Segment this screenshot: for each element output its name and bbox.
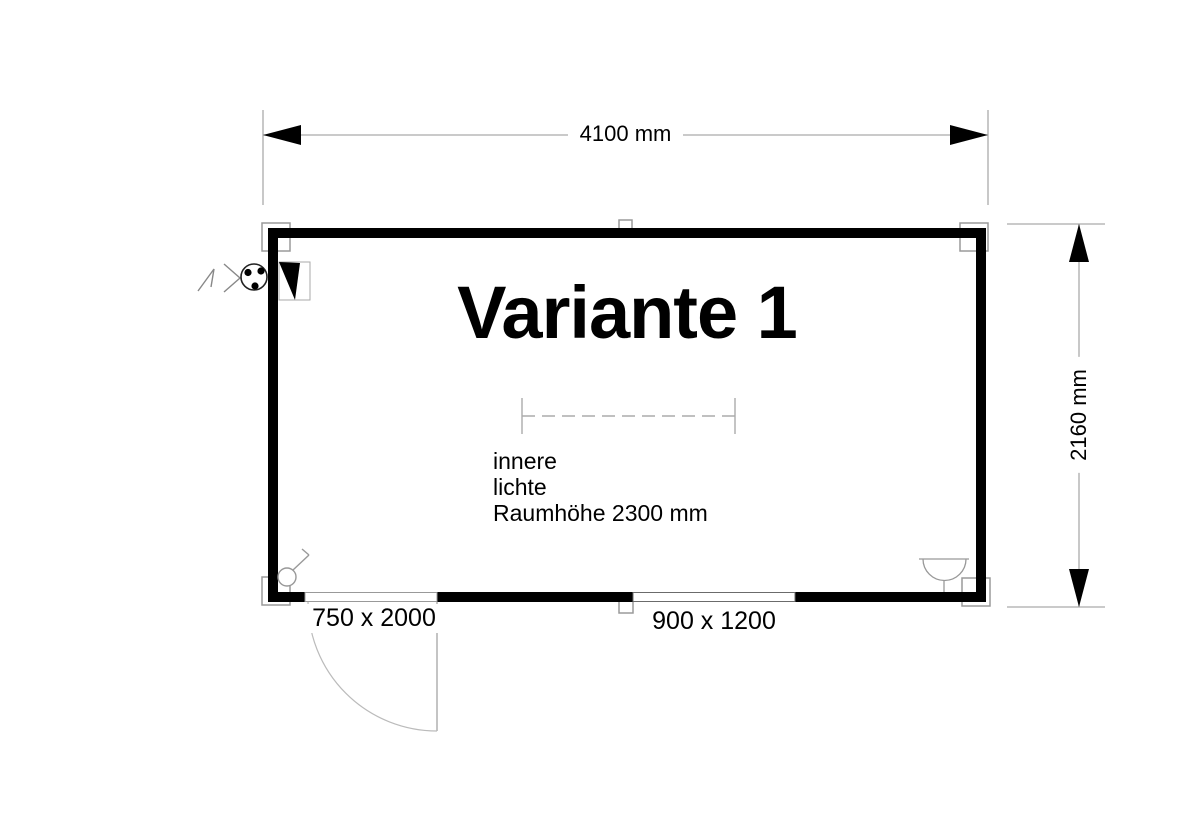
window-size-label: 900 x 1200 — [646, 607, 782, 636]
feed-zigzag — [198, 269, 214, 291]
wall-bottom-segment — [268, 592, 305, 602]
wall-top — [268, 228, 986, 238]
room-note-line: innere — [493, 448, 557, 474]
interior-height-marker — [522, 398, 735, 434]
arrow-up-icon — [1069, 224, 1089, 262]
room-note-line: lichte — [493, 474, 547, 500]
wall-bottom-segment — [795, 592, 986, 602]
door-frame — [305, 593, 437, 602]
cee-socket-icon — [241, 264, 267, 290]
floor-plan-canvas: 4100 mm 2160 mm Variante 1 innere lichte Raumhöhe 2300 mm 750 x 2000 900 x 1200 — [0, 0, 1200, 818]
feed-arrowhead — [224, 264, 240, 292]
width-dimension-label: 4100 mm — [263, 121, 988, 147]
light-switch-icon — [278, 549, 309, 586]
window-frame — [633, 593, 795, 602]
power-feed-arrow-icon — [198, 264, 240, 292]
page-title: Variante 1 — [457, 271, 797, 354]
wall-bottom-segment — [437, 592, 633, 602]
window — [633, 593, 795, 602]
door-size-label: 750 x 2000 — [306, 604, 442, 633]
room-note-line: Raumhöhe 2300 mm — [493, 500, 708, 526]
room-height-note — [493, 448, 708, 526]
arrow-down-icon — [1069, 569, 1089, 607]
